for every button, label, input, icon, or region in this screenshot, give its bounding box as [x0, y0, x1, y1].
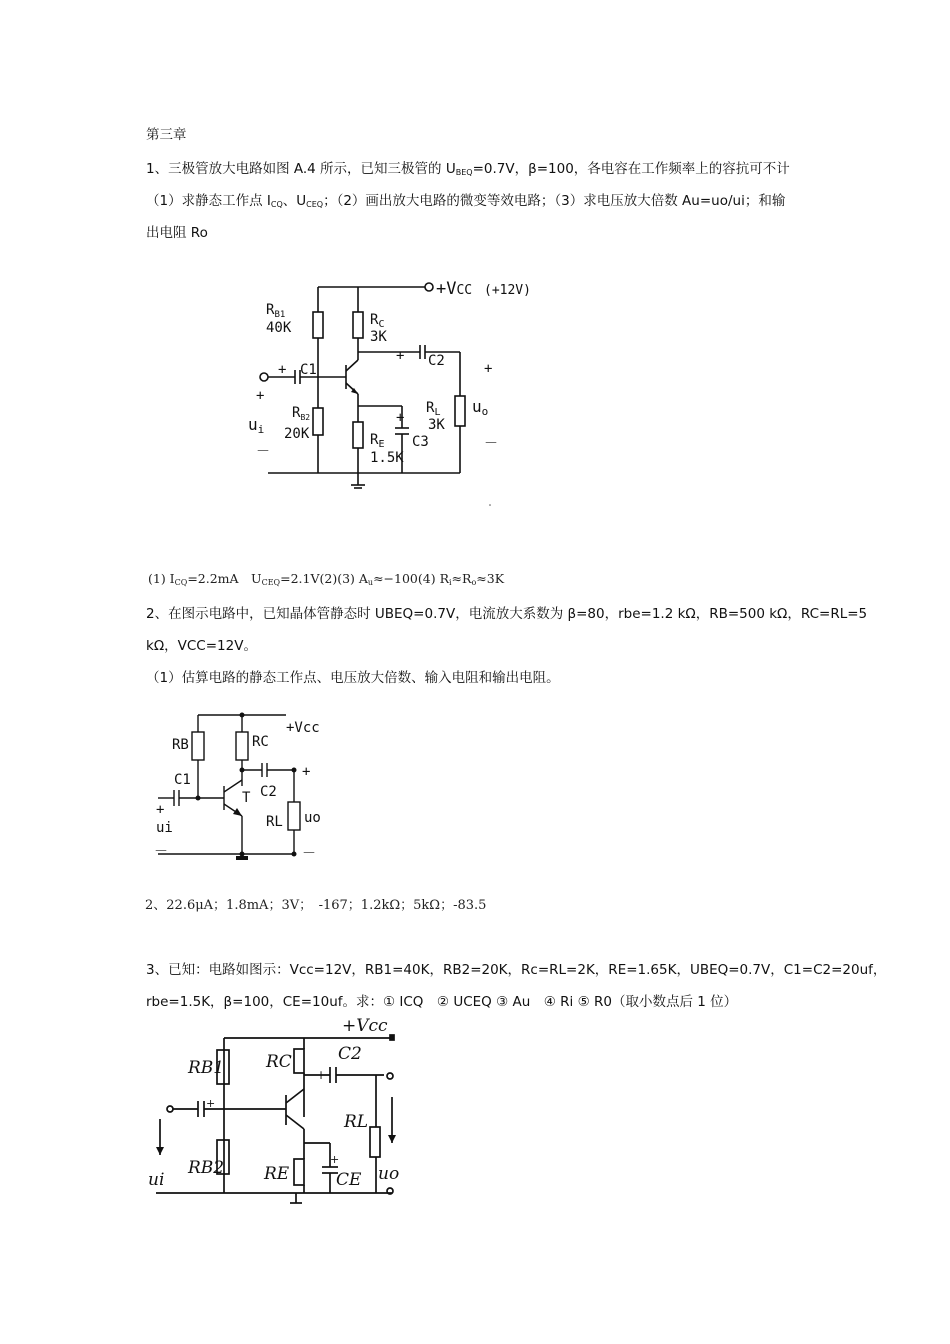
svg-text:ui: ui	[248, 415, 265, 436]
svg-text:T: T	[242, 790, 251, 806]
svg-text:40K: 40K	[266, 320, 292, 336]
svg-text:20K: 20K	[284, 426, 310, 442]
svg-text:1.5K: 1.5K	[370, 450, 404, 466]
svg-text:C1: C1	[300, 362, 317, 378]
svg-text:uo: uo	[304, 810, 321, 826]
svg-text:RC: RC	[252, 734, 269, 750]
q1-answer: (1) $I_{CQ}=2.2mA$ $U_{CEQ}=2.1V(2)(3)$ $A_u\approx-100(4)$ $R_i\approx R_o\approx 3K$	[148, 571, 505, 587]
svg-text:(+12V): (+12V)	[484, 283, 531, 298]
svg-text:RB2: $R_{B2}$	[292, 405, 311, 422]
svg-text:+: +	[330, 1153, 340, 1166]
svg-text:+: +	[256, 388, 265, 404]
svg-text:C2: C2	[338, 1044, 362, 1064]
svg-text:uo: uo	[472, 397, 489, 418]
svg-text:－: －	[154, 844, 168, 860]
q1-circuit-diagram	[240, 270, 531, 515]
svg-text:+: +	[396, 348, 405, 364]
svg-text:+: +	[396, 410, 405, 426]
svg-text:+: +	[206, 1097, 216, 1110]
q2-circuit-diagram	[146, 704, 336, 874]
svg-text:+: +	[484, 361, 493, 377]
svg-text:RE: RE	[264, 1164, 290, 1184]
svg-text:RB2: RB2	[188, 1158, 225, 1178]
svg-text:RC: RC	[266, 1052, 292, 1072]
svg-text:3K: 3K	[428, 417, 445, 433]
svg-text:3K: 3K	[370, 329, 387, 345]
svg-text:CE: CE	[336, 1170, 362, 1190]
svg-text:RL: RL	[266, 814, 283, 830]
q1-line3: 出电阻 Ro	[146, 225, 208, 241]
q3-circuit-diagram	[146, 1015, 416, 1210]
svg-text:C3: C3	[412, 434, 429, 450]
svg-text:C2: C2	[428, 353, 445, 369]
q3-line1: 3、已知：电路如图示：Vcc=12V，RB1=40K，RB2=20K，Rc=RL=2K，RE=1.65K，UBEQ=0.7V，C1=C2=20uf，	[146, 962, 887, 978]
svg-text:RC: $R_C$	[370, 312, 385, 330]
svg-text:+: +	[278, 362, 287, 378]
svg-text:C1: C1	[174, 772, 191, 788]
q3-line2: rbe=1.5K，β=100，CE=10uf。求：① ICQ ② UCEQ ③ Au ④ Ri ⑤ R0（取小数点后 1 位）	[146, 994, 738, 1010]
svg-text:+: +	[302, 764, 311, 780]
svg-text:－: －	[256, 444, 270, 460]
svg-text:ui: ui	[148, 1170, 165, 1190]
svg-text:－: －	[302, 846, 316, 862]
svg-text:－: －	[484, 436, 498, 452]
svg-text:RL: $R_L$	[426, 400, 441, 418]
q1-line1: 1、三极管放大电路如图 A.4 所示，已知三极管的 $U_{BEQ}=0.7V$，β=100，各电容在工作频率上的容抗可不计	[146, 161, 790, 177]
q2-line2: kΩ，VCC=12V。	[146, 638, 257, 654]
svg-text:RL: RL	[344, 1112, 369, 1132]
svg-text:+: +	[156, 802, 165, 818]
q1-line2: （1）求静态工作点 $I_{CQ}$、$U_{CEQ}$；（2）画出放大电路的微变等效电路；（3）求电压放大倍数 Au=uo/ui；和输	[146, 193, 786, 209]
svg-text:RB1: RB1	[188, 1058, 225, 1078]
svg-text:C2: C2	[260, 784, 277, 800]
svg-text:+Vcc: +Vcc	[286, 720, 320, 736]
svg-text:+VCC: +VCC	[436, 279, 473, 299]
svg-text:RB: RB	[172, 737, 189, 753]
svg-text:RE: $R_E$	[370, 432, 385, 450]
svg-text:+: +	[316, 1068, 327, 1082]
svg-text:+Vcc: +Vcc	[342, 1016, 388, 1036]
q2-line3: （1）估算电路的静态工作点、电压放大倍数、输入电阻和输出电阻。	[146, 670, 560, 686]
chapter-title: 第三章	[146, 127, 187, 143]
svg-text:RB1: $R_{B1}$	[266, 302, 286, 320]
svg-text:uo: uo	[378, 1164, 400, 1184]
q2-answer: 2、22.6μA；1.8mA；3V； -167；1.2kΩ；5kΩ；-83.5	[145, 898, 487, 913]
svg-text:ui: ui	[156, 820, 173, 836]
q2-line1: 2、在图示电路中，已知晶体管静态时 UBEQ=0.7V，电流放大系数为 β=80，rbe=1.2 kΩ，RB=500 kΩ，RC=RL=5	[146, 606, 868, 622]
